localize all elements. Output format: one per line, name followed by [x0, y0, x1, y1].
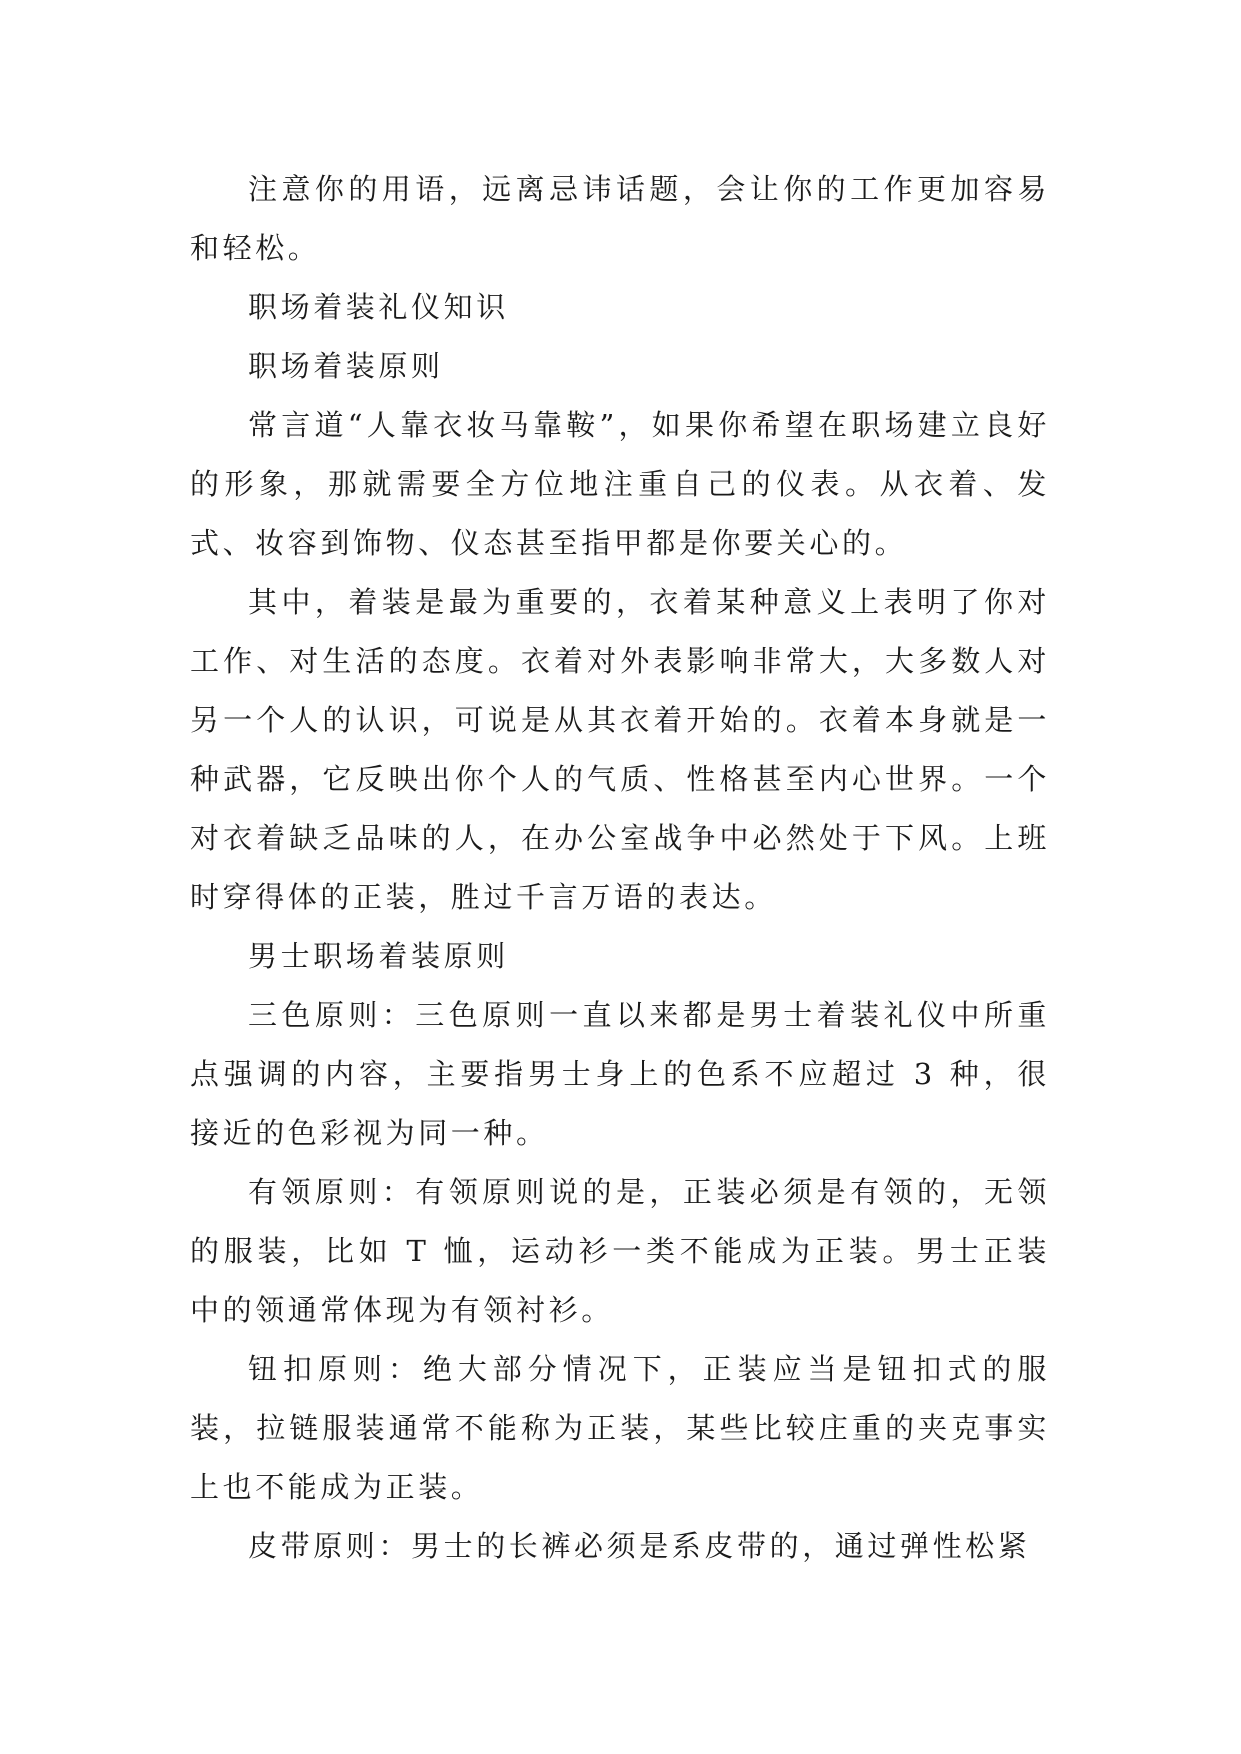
- heading-workplace-dress-principles: 职场着装原则: [248, 349, 444, 383]
- paragraph-collar-principle: 有领原则：有领原则说的是，正装必须是有领的，无领的服装，比如 T 恤，运动衫一类不能成为正装。男士正装中的领通常体现为有领衬衫。: [190, 1175, 1050, 1327]
- paragraph-button-principle: 钮扣原则：绝大部分情况下，正装应当是钮扣式的服装，拉链服装通常不能称为正装，某些比较庄重的夹克事实上也不能成为正装。: [190, 1352, 1050, 1504]
- heading-mens-dress-principles: 男士职场着装原则: [248, 939, 509, 973]
- heading-workplace-dress-etiquette: 职场着装礼仪知识: [248, 290, 509, 324]
- paragraph-belt-principle: 皮带原则：男士的长裤必须是系皮带的，通过弹性松紧: [248, 1529, 1031, 1563]
- paragraph-appearance: 常言道“人靠衣妆马靠鞍”，如果你希望在职场建立良好的形象，那就需要全方位地注重自己的仪表。从衣着、发式、妆容到饰物、仪态甚至指甲都是你要关心的。: [190, 408, 1050, 560]
- paragraph-three-color-principle: 三色原则：三色原则一直以来都是男士着装礼仪中所重点强调的内容，主要指男士身上的色系不应超过 3 种，很接近的色彩视为同一种。: [190, 998, 1050, 1150]
- paragraph-language-advice: 注意你的用语，远离忌讳话题，会让你的工作更加容易和轻松。: [190, 172, 1050, 265]
- paragraph-clothing-importance: 其中，着装是最为重要的，衣着某种意义上表明了你对工作、对生活的态度。衣着对外表影响非常大，大多数人对另一个人的认识，可说是从其衣着开始的。衣着本身就是一种武器，它反映出你个人的气质、性格甚至内心世界。一个对衣着缺乏品味的人，在办公室战争中必然处于下风。上班时穿得体的正装，胜过千言万语的表达。: [190, 585, 1050, 914]
- document-body: [190, 160, 1050, 1576]
